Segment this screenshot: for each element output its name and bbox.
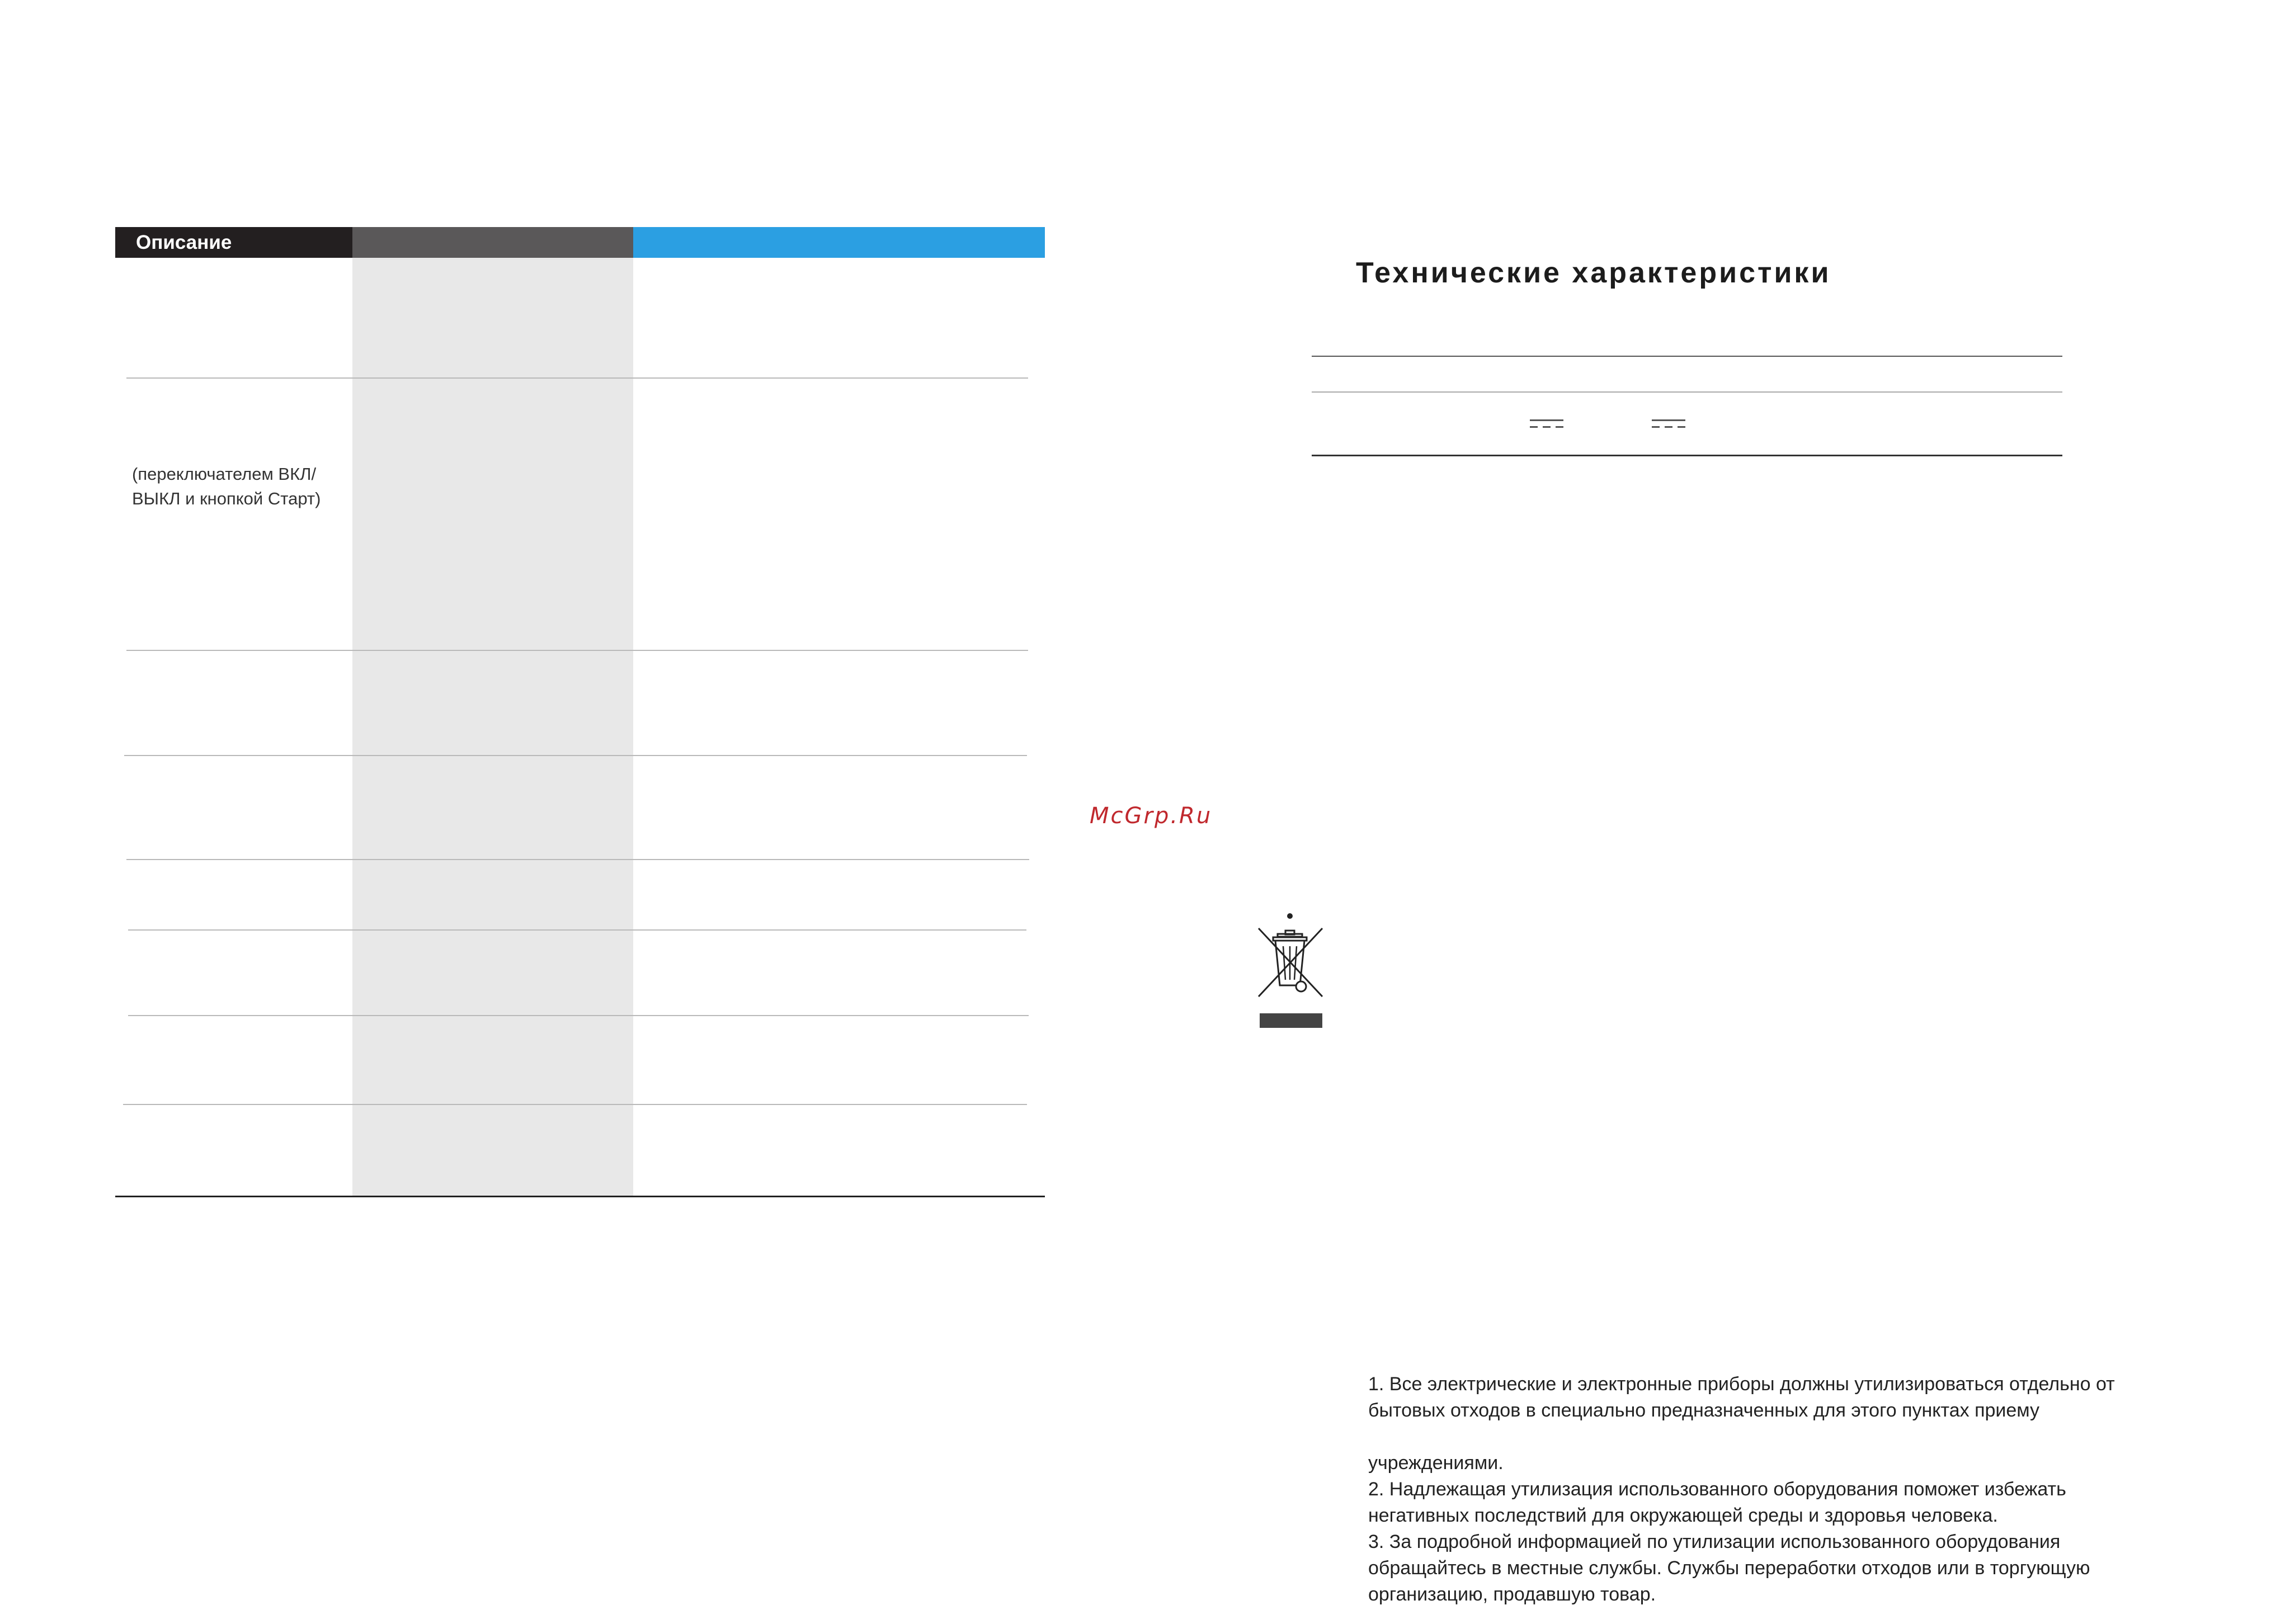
table-row-divider: [126, 377, 1028, 379]
note-line: бытовых отходов в специально предназначенных для этого пунктах приему: [1368, 1400, 2040, 1421]
table-row-divider: [128, 929, 1026, 931]
direct-current-icon: [1530, 417, 1563, 431]
direct-current-icon: [1652, 417, 1685, 431]
table-cell-line: (переключателем ВКЛ/: [132, 464, 317, 484]
note-line: 1. Все электрические и электронные приборы должны утилизироваться отдельно от: [1368, 1373, 2115, 1395]
middle-column-shading: [352, 258, 633, 1196]
note-line: негативных последствий для окружающей среды и здоровья человека.: [1368, 1505, 1998, 1526]
crossed-out-wheeled-bin-icon: [1254, 912, 1332, 1035]
note-line: обращайтесь в местные службы. Службы переработки отходов или в торгующую: [1368, 1557, 2090, 1579]
page-title: Технические характеристики: [1356, 257, 1831, 289]
spec-table-row-rule: [1312, 391, 2062, 393]
watermark: McGrp.Ru: [1090, 803, 1213, 829]
note-line: 2. Надлежащая утилизация использованного оборудования поможет избежать: [1368, 1479, 2066, 1500]
table-row-divider: [124, 755, 1027, 756]
spec-table-top-rule: [1312, 356, 2062, 357]
table-header-middle-cell: [352, 227, 633, 258]
table-cell-control-note: [132, 462, 345, 511]
note-line: организацию, продавшую товар.: [1368, 1584, 1656, 1605]
spec-table-bottom-rule: [1312, 455, 2062, 456]
table-row-divider: [126, 859, 1029, 860]
table-header-right-cell: [633, 227, 1045, 258]
table-header-label: Описание: [136, 232, 232, 253]
table-row-divider: [128, 1015, 1029, 1016]
table-bottom-rule: [115, 1196, 1045, 1197]
note-line: учреждениями.: [1368, 1452, 1504, 1474]
disposal-notes: [1368, 1371, 2162, 1608]
note-line: 3. За подробной информацией по утилизации использованного оборудования: [1368, 1531, 2061, 1552]
table-row-divider: [123, 1104, 1027, 1105]
table-cell-line: ВЫКЛ и кнопкой Старт): [132, 489, 321, 508]
table-row-divider: [126, 650, 1028, 651]
